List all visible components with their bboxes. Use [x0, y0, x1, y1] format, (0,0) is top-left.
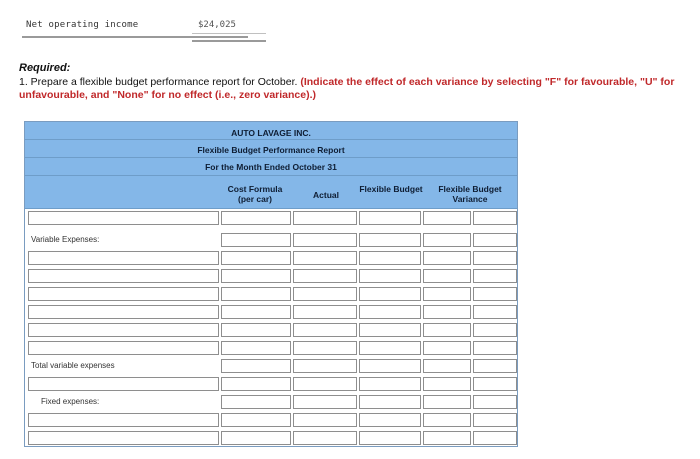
actual-input[interactable]	[293, 323, 357, 337]
net-operating-income-value: $24,025	[198, 20, 236, 30]
net-operating-income-row	[22, 14, 248, 42]
flexible-budget-input[interactable]	[359, 269, 421, 283]
flexible-budget-input[interactable]	[359, 431, 421, 445]
divider	[192, 33, 266, 34]
row-label-input[interactable]	[28, 269, 219, 283]
table-row	[25, 285, 517, 303]
row-label-input[interactable]	[28, 323, 219, 337]
flexible-budget-input[interactable]	[359, 211, 421, 225]
cost-formula-input[interactable]	[221, 269, 291, 283]
cost-formula-input[interactable]	[221, 323, 291, 337]
cost-formula-input[interactable]	[221, 359, 291, 373]
flexible-budget-input[interactable]	[359, 287, 421, 301]
actual-input[interactable]	[293, 413, 357, 427]
flexible-budget-input[interactable]	[359, 413, 421, 427]
flexible-budget-input[interactable]	[359, 305, 421, 319]
table-row	[25, 375, 517, 393]
cost-formula-input[interactable]	[221, 233, 291, 247]
cost-formula-input[interactable]	[221, 413, 291, 427]
row-label-input[interactable]	[28, 377, 219, 391]
net-operating-income-label: Net operating income	[26, 20, 139, 30]
column-header-flexible-budget: Flexible Budget	[359, 184, 423, 194]
row-label-input[interactable]	[28, 431, 219, 445]
column-header-variance: Flexible Budget Variance	[438, 184, 502, 204]
required-heading: Required:	[19, 62, 71, 74]
variance-effect-select[interactable]	[473, 359, 517, 373]
row-label-input[interactable]	[28, 251, 219, 265]
table-row	[25, 411, 517, 429]
variance-amount-input[interactable]	[423, 233, 471, 247]
cost-formula-input[interactable]	[221, 341, 291, 355]
variance-amount-input[interactable]	[423, 269, 471, 283]
actual-input[interactable]	[293, 395, 357, 409]
variance-amount-input[interactable]	[423, 395, 471, 409]
cost-formula-input[interactable]	[221, 431, 291, 445]
table-row	[25, 429, 517, 447]
variance-amount-input[interactable]	[423, 359, 471, 373]
actual-input[interactable]	[293, 341, 357, 355]
variance-effect-select[interactable]	[473, 377, 517, 391]
cost-formula-input[interactable]	[221, 395, 291, 409]
variance-effect-select[interactable]	[473, 251, 517, 265]
table-row	[25, 249, 517, 267]
variance-amount-input[interactable]	[423, 377, 471, 391]
variance-amount-input[interactable]	[423, 413, 471, 427]
variance-effect-select[interactable]	[473, 269, 517, 283]
cost-formula-input[interactable]	[221, 251, 291, 265]
variance-effect-select[interactable]	[473, 341, 517, 355]
actual-input[interactable]	[293, 211, 357, 225]
actual-input[interactable]	[293, 431, 357, 445]
actual-input[interactable]	[293, 233, 357, 247]
row-label: Variable Expenses:	[31, 235, 100, 244]
row-label: Fixed expenses:	[41, 397, 100, 406]
flexible-budget-input[interactable]	[359, 233, 421, 247]
table-row	[25, 231, 517, 249]
table-row	[25, 321, 517, 339]
table-row	[25, 267, 517, 285]
actual-input[interactable]	[293, 377, 357, 391]
table-row	[25, 303, 517, 321]
table-row	[25, 393, 517, 411]
cost-formula-input[interactable]	[221, 287, 291, 301]
variance-amount-input[interactable]	[423, 251, 471, 265]
variance-amount-input[interactable]	[423, 431, 471, 445]
row-label: Total variable expenses	[31, 361, 115, 370]
variance-amount-input[interactable]	[423, 211, 471, 225]
actual-input[interactable]	[293, 269, 357, 283]
report-title-header	[25, 140, 517, 158]
question-text: 1. Prepare a flexible budget performance report for October.	[19, 76, 298, 88]
report-period: For the Month Ended October 31	[205, 162, 337, 172]
cost-formula-input[interactable]	[221, 377, 291, 391]
variance-amount-input[interactable]	[423, 341, 471, 355]
divider	[22, 36, 248, 38]
variance-effect-select[interactable]	[473, 413, 517, 427]
divider	[192, 40, 266, 42]
flexible-budget-report	[24, 121, 518, 447]
table-row	[25, 209, 517, 227]
table-row	[25, 339, 517, 357]
flexible-budget-input[interactable]	[359, 395, 421, 409]
variance-amount-input[interactable]	[423, 323, 471, 337]
row-label-input[interactable]	[28, 413, 219, 427]
flexible-budget-input[interactable]	[359, 323, 421, 337]
row-label-input[interactable]	[28, 341, 219, 355]
variance-effect-select[interactable]	[473, 323, 517, 337]
flexible-budget-input[interactable]	[359, 359, 421, 373]
column-header-actual: Actual	[313, 190, 339, 200]
cost-formula-input[interactable]	[221, 211, 291, 225]
report-title: Flexible Budget Performance Report	[197, 145, 345, 155]
row-label-input[interactable]	[28, 211, 219, 225]
variance-effect-select[interactable]	[473, 395, 517, 409]
variance-amount-input[interactable]	[423, 287, 471, 301]
variance-effect-select[interactable]	[473, 287, 517, 301]
report-period-header	[25, 158, 517, 176]
variance-amount-input[interactable]	[423, 305, 471, 319]
actual-input[interactable]	[293, 251, 357, 265]
flexible-budget-input[interactable]	[359, 341, 421, 355]
flexible-budget-input[interactable]	[359, 377, 421, 391]
variance-effect-select[interactable]	[473, 305, 517, 319]
cost-formula-input[interactable]	[221, 305, 291, 319]
company-name: AUTO LAVAGE INC.	[231, 128, 311, 138]
instruction-text: (Indicate the effect of each variance by selecting "F" for favourable, "U" for unfavourable, and "None" for no effect (i.e., zero variance).)	[19, 76, 675, 101]
actual-input[interactable]	[293, 305, 357, 319]
variance-effect-select[interactable]	[473, 233, 517, 247]
variance-effect-select[interactable]	[473, 211, 517, 225]
row-label-input[interactable]	[28, 305, 219, 319]
actual-input[interactable]	[293, 287, 357, 301]
flexible-budget-input[interactable]	[359, 251, 421, 265]
report-company-header	[25, 122, 517, 140]
actual-input[interactable]	[293, 359, 357, 373]
variance-effect-select[interactable]	[473, 431, 517, 445]
column-header-cost-formula: Cost Formula (per car)	[227, 184, 283, 204]
row-label-input[interactable]	[28, 287, 219, 301]
question-instruction	[19, 76, 689, 102]
table-row	[25, 357, 517, 375]
